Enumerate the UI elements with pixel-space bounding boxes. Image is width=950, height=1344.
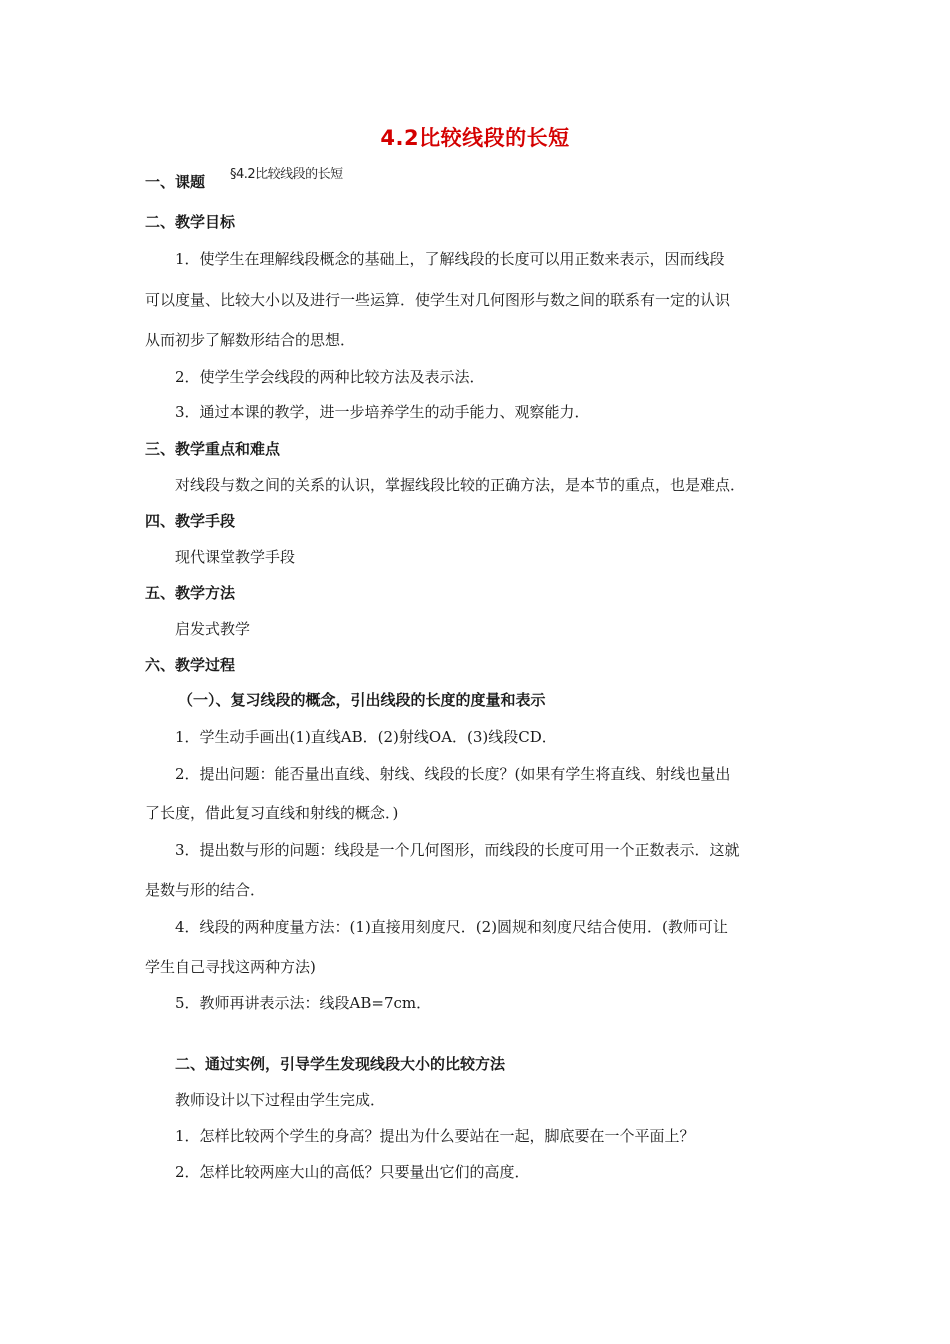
section-heading-methods: 五、教学方法 — [145, 584, 236, 602]
part1-item3-line2: 是数与形的结合． — [145, 881, 266, 899]
keypoints-text: 对线段与数之间的关系的认识，掌握线段比较的正确方法，是本节的重点，也是难点． — [175, 476, 746, 494]
part1-item4-line2: 学生自己寻找这两种方法) — [145, 958, 316, 976]
goal1-line2: 可以度量、比较大小以及进行一些运算．使学生对几何图形与数之间的联系有一定的认识 — [145, 291, 731, 309]
methods-text: 启发式教学 — [175, 620, 251, 638]
part1-heading: （一）、复习线段的概念，引出线段的长度的度量和表示 — [178, 691, 546, 709]
document-title: 4.2比较线段的长短 — [380, 126, 570, 150]
topic-value: §4.2比较线段的长短 — [230, 167, 343, 182]
part1-item2-line1: 2．提出问题：能否量出直线、射线、线段的长度？(如果有学生将直线、射线也量出 — [175, 765, 731, 783]
part2-intro: 教师设计以下过程由学生完成． — [175, 1091, 386, 1109]
section-heading-means: 四、教学手段 — [145, 512, 236, 530]
goal3: 3．通过本课的教学，进一步培养学生的动手能力、观察能力． — [175, 403, 590, 421]
goal2: 2．使学生学会线段的两种比较方法及表示法． — [175, 368, 485, 386]
part1-item2-line2: 了长度，借此复习直线和射线的概念．) — [145, 804, 399, 822]
part2-item2: 2．怎样比较两座大山的高低？只要量出它们的高度． — [175, 1163, 530, 1181]
part1-item4-line1: 4．线段的两种度量方法：(1)直接用刻度尺．(2)圆规和刻度尺结合使用．(教师可让 — [175, 918, 728, 936]
section-heading-keypoints: 三、教学重点和难点 — [145, 440, 281, 458]
section-heading-process: 六、教学过程 — [145, 656, 236, 674]
goal1-line3: 从而初步了解数形结合的思想． — [145, 331, 356, 349]
part2-item1: 1．怎样比较两个学生的身高？提出为什么要站在一起，脚底要在一个平面上？ — [175, 1127, 695, 1145]
goal1-line1: 1．使学生在理解线段概念的基础上，了解线段的长度可以用正数来表示，因而线段 — [175, 250, 725, 268]
part1-item1: 1．学生动手画出(1)直线AB．(2)射线OA．(3)线段CD． — [175, 728, 557, 746]
part1-item5: 5．教师再讲表示法：线段AB=7cm． — [175, 994, 432, 1012]
section-heading-goals: 二、教学目标 — [145, 213, 236, 231]
means-text: 现代课堂教学手段 — [175, 548, 296, 566]
section-heading-topic: 一、课题 — [145, 173, 206, 191]
part1-item3-line1: 3．提出数与形的问题：线段是一个几何图形，而线段的长度可用一个正数表示．这就 — [175, 841, 740, 859]
part2-heading: 二、通过实例，引导学生发现线段大小的比较方法 — [175, 1055, 506, 1073]
